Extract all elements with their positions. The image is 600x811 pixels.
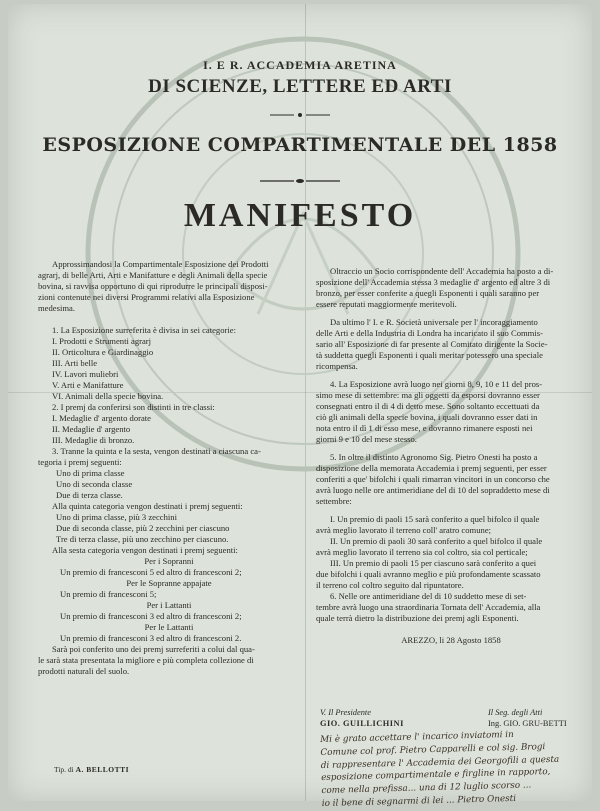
- text-line: 3. Tranne la quinta e la sesta, vengon destinati a ciascuna ca-: [52, 446, 261, 456]
- text-line: agrarj, di belle Arti, Arti e Manifatture e degli Animali della specie: [38, 270, 268, 280]
- secretary-signature: [488, 707, 567, 729]
- text-line: VI. Animali della specie bovina.: [52, 391, 164, 401]
- text-line: Un premio di francesconi 3 ed altro di francesconi 2.: [60, 633, 242, 643]
- academy-subtitle: DI SCIENZE, LETTERE ED ARTI: [148, 76, 452, 97]
- text-line: I. Prodotti e Strumenti agrarj: [52, 336, 152, 346]
- right-text-column: [316, 266, 586, 646]
- text-line: settembre:: [316, 496, 352, 506]
- text-line: III. Un premio di paoli 15 per ciascuno sarà conferito a quei: [330, 558, 537, 568]
- president-signature: [320, 707, 404, 729]
- ornament-divider: [260, 178, 340, 184]
- president-title: V. Il Presidente: [320, 708, 371, 717]
- handwritten-line: come nella prefissa... una di 12 luglio scorso ...: [321, 780, 532, 797]
- text-line: Per le Sopranne appajate: [126, 578, 212, 588]
- printer-prefix: Tip. di: [54, 765, 74, 774]
- text-line: II. Un premio di paoli 30 sarà conferito a quel bifolco il quale: [330, 536, 543, 546]
- text-line: consegnati entro il di 4 di detto mese. Sono soltanto eccettuati da: [316, 401, 540, 411]
- text-line: il terreno col coltro seguito dal ripuntatore.: [316, 580, 464, 590]
- text-line: avrà meglio lavorato il terreno coll' aratro comune;: [316, 525, 492, 535]
- text-line: tembre avrà luogo una straordinaria Tornata dell' Accademia, alla: [316, 602, 541, 612]
- printer-name: A. BELLOTTI: [75, 765, 130, 774]
- text-line: I. Medaglie d' argento dorate: [52, 413, 151, 423]
- text-line: Alla sesta categoria vengon destinati i premj seguenti:: [52, 545, 238, 555]
- text-line: Da ultimo l' I. e R. Società universale per l' incoraggiamento: [330, 317, 538, 327]
- handwritten-line: Comune col prof. Pietro Capparelli e col sig. Brogi: [320, 741, 546, 758]
- text-line: IV. Lavori muliebri: [52, 369, 119, 379]
- text-line: 4. La Esposizione avrà luogo nei giorni 8, 9, 10 e 11 del pros-: [330, 379, 543, 389]
- text-line: Per le Lattanti: [144, 622, 194, 632]
- text-line: III. Arti belle: [52, 358, 98, 368]
- text-line: 1. La Esposizione surreferita è divisa in sei categorie:: [52, 325, 236, 335]
- ornament-divider: [270, 112, 330, 118]
- text-line: Un premio di francesconi 5;: [60, 589, 157, 599]
- text-line: Alla quinta categoria vengon destinati i premj seguenti:: [52, 501, 243, 511]
- academy-name: I. E R. ACCADEMIA ARETINA: [203, 58, 397, 72]
- text-line: Uno di prima classe, più 3 zecchini: [56, 512, 177, 522]
- text-line: Per i Lattanti: [146, 600, 192, 610]
- text-line: Per i Sopranni: [144, 556, 194, 566]
- poster-sheet: [8, 4, 592, 809]
- president-name: GIO. GUILLICHINI: [320, 719, 404, 728]
- left-text-column: [38, 259, 300, 677]
- text-line: conferiti a que' bifolchi i quali rimarran vincitori in un concorso che: [316, 474, 550, 484]
- text-line: III. Medaglie di bronzo.: [52, 435, 135, 445]
- text-line: 2. I premj da conferirsi son distinti in tre classi:: [52, 402, 215, 412]
- text-line: tà suddetta quegli Esponenti i quali meritar potessero una speciale: [316, 350, 543, 360]
- text-line: Due di seconda classe, più 2 zecchini per ciascuno: [56, 523, 230, 533]
- text-line: II. Orticoltura e Giardinaggio: [52, 347, 154, 357]
- text-line: avrà meglio lavorato il terreno sia col coltro, sia col perticale;: [316, 547, 528, 557]
- secretary-name: Ing. GIO. GRU-BETTI: [488, 719, 567, 728]
- text-line: Tre di terza classe, più uno zecchino per ciascuno.: [56, 534, 229, 544]
- text-line: Due di terza classe.: [56, 490, 123, 500]
- text-line: Uno di seconda classe: [56, 479, 133, 489]
- text-line: bovina, si ravvisa opportuno di qui riprodurre le principali disposi-: [38, 281, 268, 291]
- text-line: delle Arti e della Industria di Londra ha incaricato il suo Commis-: [316, 328, 543, 338]
- text-line: prodotti naturali del suolo.: [38, 666, 130, 676]
- text-line: avrà luogo nelle ore antimeridiane del di 10 del sopraddetto mese di: [316, 485, 550, 495]
- manifesto-title: MANIFESTO: [183, 197, 417, 234]
- text-line: zioni contenute nei diversi Programmi relativi alla Esposizione: [38, 292, 255, 302]
- text-line: giorni 9 e 10 del mese stesso.: [316, 434, 417, 444]
- text-line: disposizione della memorata Accademia i premj seguenti, per esser: [316, 463, 547, 473]
- text-line: ciò gli animali della specie bovina, i quali dovranno esser dati in: [316, 412, 538, 422]
- text-line: le sarà stata presentata la migliore e più completa collezione di: [38, 655, 254, 665]
- handwritten-line: di rappresentare l' Accademia dei Georgofili a questa: [320, 754, 560, 771]
- text-line: quale terrà dietro la distribuzione dei premj agli Esponenti.: [316, 613, 519, 623]
- text-line: I. Un premio di paoli 15 sarà conferito a quel bifolco il quale: [330, 514, 540, 524]
- text-line: bronzo, per esser conferite a quegli Esponenti i quali saranno per: [316, 288, 540, 298]
- text-line: 5. In oltre il distinto Agronomo Sig. Pietro Onesti ha posto a: [330, 452, 538, 462]
- text-line: sposizione dell' Accademia stessa 3 medaglie d' argento ed altre 3 di: [316, 277, 551, 287]
- date-line: AREZZO, li 28 Agosto 1858: [401, 635, 501, 645]
- secretary-title: Il Seg. degli Atti: [488, 708, 543, 717]
- text-line: due bifolchi i quali avranno meglio e più profondamente scassato: [316, 569, 541, 579]
- text-line: sario all' Esposizione di far presente al Comitato dirigente la Socie-: [316, 339, 548, 349]
- text-line: essere reputati maggiormente meritevoli.: [316, 299, 457, 309]
- text-line: medesima.: [38, 303, 75, 313]
- text-line: nota entro il dì 1 di esso mese, e dovranno rimanere esposti nei: [316, 423, 533, 433]
- text-line: 6. Nelle ore antimeridiane del di 10 suddetto mese di set-: [330, 591, 527, 601]
- handwritten-line: Mi è grato accettare l' incarico inviatomi in: [320, 729, 514, 745]
- text-line: Oltraccio un Socio corrispondente dell' Accademia ha posto a di-: [330, 266, 554, 276]
- text-line: Sarà poi conferito uno dei premj surreferiti a colui dal qua-: [52, 644, 255, 654]
- handwritten-line: io il bene di segnarmi di lei ... Pietro Onesti: [321, 793, 517, 809]
- printer-credit: [54, 765, 129, 774]
- text-line: Un premio di francesconi 3 ed altro di francesconi 2;: [60, 611, 242, 621]
- handwritten-note: [320, 727, 594, 811]
- exposition-heading: ESPOSIZIONE COMPARTIMENTALE DEL 1858: [42, 134, 558, 156]
- text-line: tegoria i premj seguenti:: [38, 457, 122, 467]
- text-line: Uno di prima classe: [56, 468, 125, 478]
- text-line: Approssimandosi la Compartimentale Esposizione dei Prodotti: [52, 259, 269, 269]
- text-line: II. Medaglie d' argento: [52, 424, 131, 434]
- text-line: Un premio di francesconi 5 ed altro di francesconi 2;: [60, 567, 242, 577]
- handwritten-line: esposizione compartimentale e firgline in rapporto,: [321, 767, 551, 784]
- text-line: V. Arti e Manifatture: [52, 380, 124, 390]
- text-line: ricompensa.: [316, 361, 358, 371]
- text-line: simo mese di settembre: ma gli oggetti da esporsi dovranno esser: [316, 390, 540, 400]
